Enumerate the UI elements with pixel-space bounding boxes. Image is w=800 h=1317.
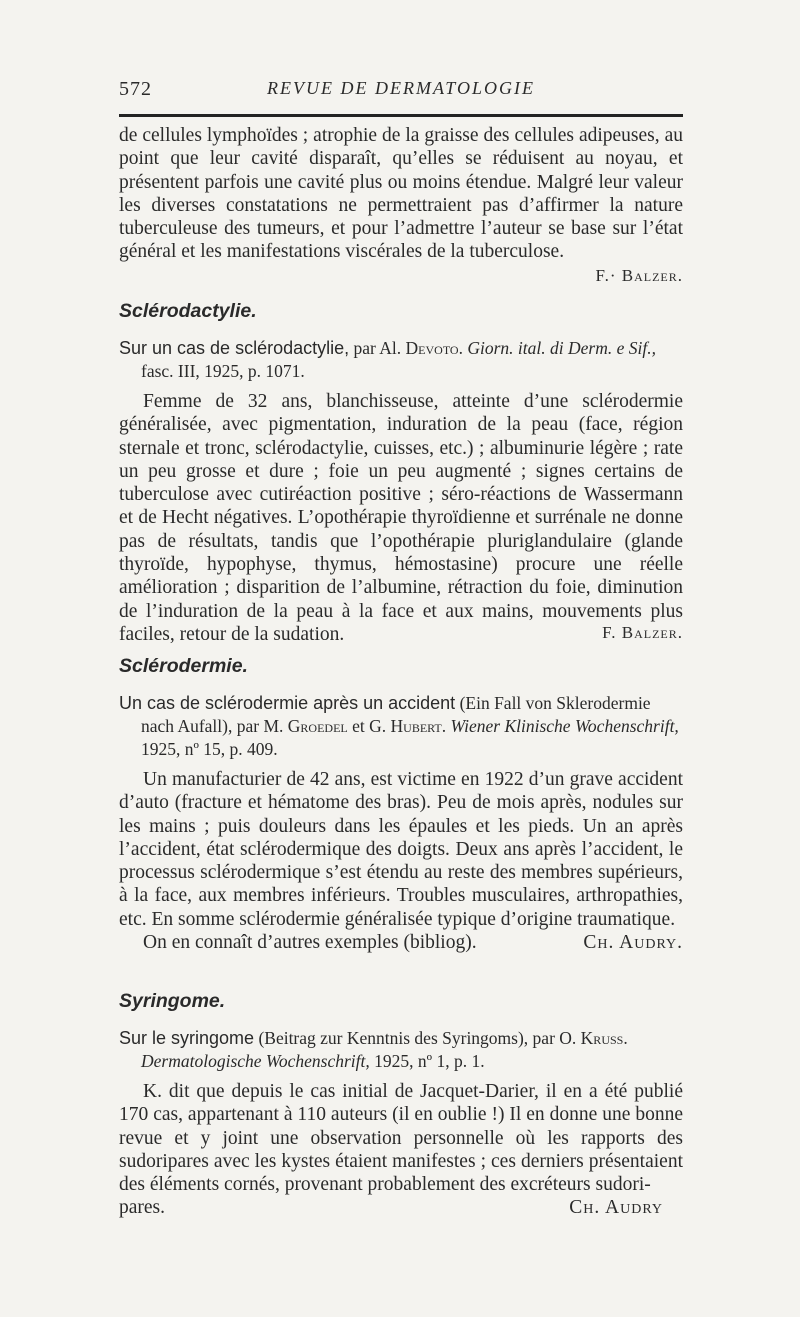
running-title: REVUE DE DERMATOLOGIE [267, 78, 535, 98]
intro-section [119, 124, 683, 286]
closing-text: pares. [119, 1197, 166, 1219]
section-sclerodermie [119, 655, 683, 954]
closing-line [119, 1196, 683, 1219]
section-syringome [119, 990, 683, 1220]
abstract-paragraph: Femme de 32 ans, blanchisseuse, atteinte d’une sclérodermie généralisée, avec pigmentation, induration de la peau (face, région sternale et tronc, sclérodactylie, cuisses, etc.) ; albuminurie légère ; rate un peu grosse et dure ; foie un peu augmenté ; signes certains de tuberculose avec cutiréaction positive ; séro-réactions de Wassermann et de Hecht négatives. L’opothérapie thyroïdienne et surrénale ne donne pas de résultats, tandis que l’opothérapie pluriglandulaire (glande thyroïde, hypophyse, thymus, hémostasine) procure une réelle amélioration ; disparition de l’albumine, rétraction du foie, diminution de l’induration de la peau à la face et aux mains, mouvements plus faciles, retour de la sudation. [119, 391, 683, 645]
article-title: Un cas de sclérodermie après un accident [119, 693, 456, 713]
intro-signature: F.· Balzer. [595, 265, 683, 285]
ref-by: par Al. [349, 338, 406, 358]
ref-and: et G. [347, 716, 391, 736]
ref-author: Hubert. [390, 716, 447, 736]
article-reference [119, 337, 683, 383]
header-rule [119, 114, 683, 117]
page-number: 572 [119, 78, 152, 100]
article-reference [119, 692, 683, 761]
ref-author: Groedel [287, 716, 348, 736]
ref-author: Devoto. [405, 338, 463, 358]
ref-author: Kruss. [580, 1028, 628, 1048]
ref-journal: Giorn. ital. di Derm. e Sif., [462, 338, 656, 358]
ref-details: 1925, nº 15, p. 409. [141, 739, 278, 759]
abstract-paragraph: Un manufacturier de 42 ans, est victime en 1922 d’un grave accident d’auto (fracture et hématome des bras). Peu de mois après, nodules sur les mains ; puis douleurs dans les épaules et les pieds. Un an après l’accident, état sclérodermique des doigts. Deux ans après l’accident, le processus sclérodermique s’est étendu au reste des membres supérieurs, à la face, aux membres inférieurs. Troubles musculaires, arthropathies, etc. En somme sclérodermie généralisée typique d’origine traumatique. [119, 769, 683, 930]
ref-details: fasc. III, 1925, p. 1071. [141, 361, 305, 381]
ref-journal: Dermatologische Wochenschrift, [141, 1051, 370, 1071]
ref-journal: Wiener Klinische Wochenschrift, [446, 716, 679, 736]
article-title: Sur le syringome [119, 1028, 255, 1048]
ref-details: 1925, nº 1, p. 1. [369, 1051, 485, 1071]
ref-original-title: (Ein Fall von Sklerodermie nach Aufall), par M. [141, 693, 651, 736]
page-header [119, 74, 683, 104]
section-signature: F. Balzer. [602, 623, 683, 643]
abstract-paragraph: K. dit que depuis le cas initial de Jacquet-Darier, il en a été publié 170 cas, appartenant à 110 auteurs (il en oublie !) Il en donne une bonne revue et y joint une observation personnelle où les rapports des sudoripares avec les kystes étaient manifestes ; ces derniers présentaient des éléments cornés, provenant probablement des excréteurs sudori- [119, 1081, 683, 1196]
ref-original-title: (Beitrag zur Kenntnis des Syringoms), par O. [254, 1028, 581, 1048]
section-title: Sclérodermie. [119, 655, 248, 677]
section-sclerodactylie [119, 300, 683, 643]
article-reference [119, 1027, 683, 1073]
closing-line [119, 931, 683, 954]
section-title: Syringome. [119, 990, 226, 1012]
intro-paragraph: de cellules lymphoïdes ; atrophie de la graisse des cellules adipeuses, au point que leur cavité disparaît, qu’elles se réduisent au noyau, et présentent parfois une cavité plus ou moins étendue. Malgré leur valeur les diverses constatations ne permettraient pas d’affirmer la nature tuberculeuse des tumeurs, et pour l’admettre l’auteur se base sur l’état général et les manifestations viscérales de la tuberculose. [119, 125, 683, 263]
article-title: Sur un cas de sclérodactylie, [119, 338, 350, 358]
section-signature: Ch. Audry [569, 1197, 663, 1219]
section-title: Sclérodactylie. [119, 300, 257, 322]
section-signature: Ch. Audry. [583, 932, 683, 954]
closing-text: On en connaît d’autres exemples (bibliog). [143, 932, 477, 954]
